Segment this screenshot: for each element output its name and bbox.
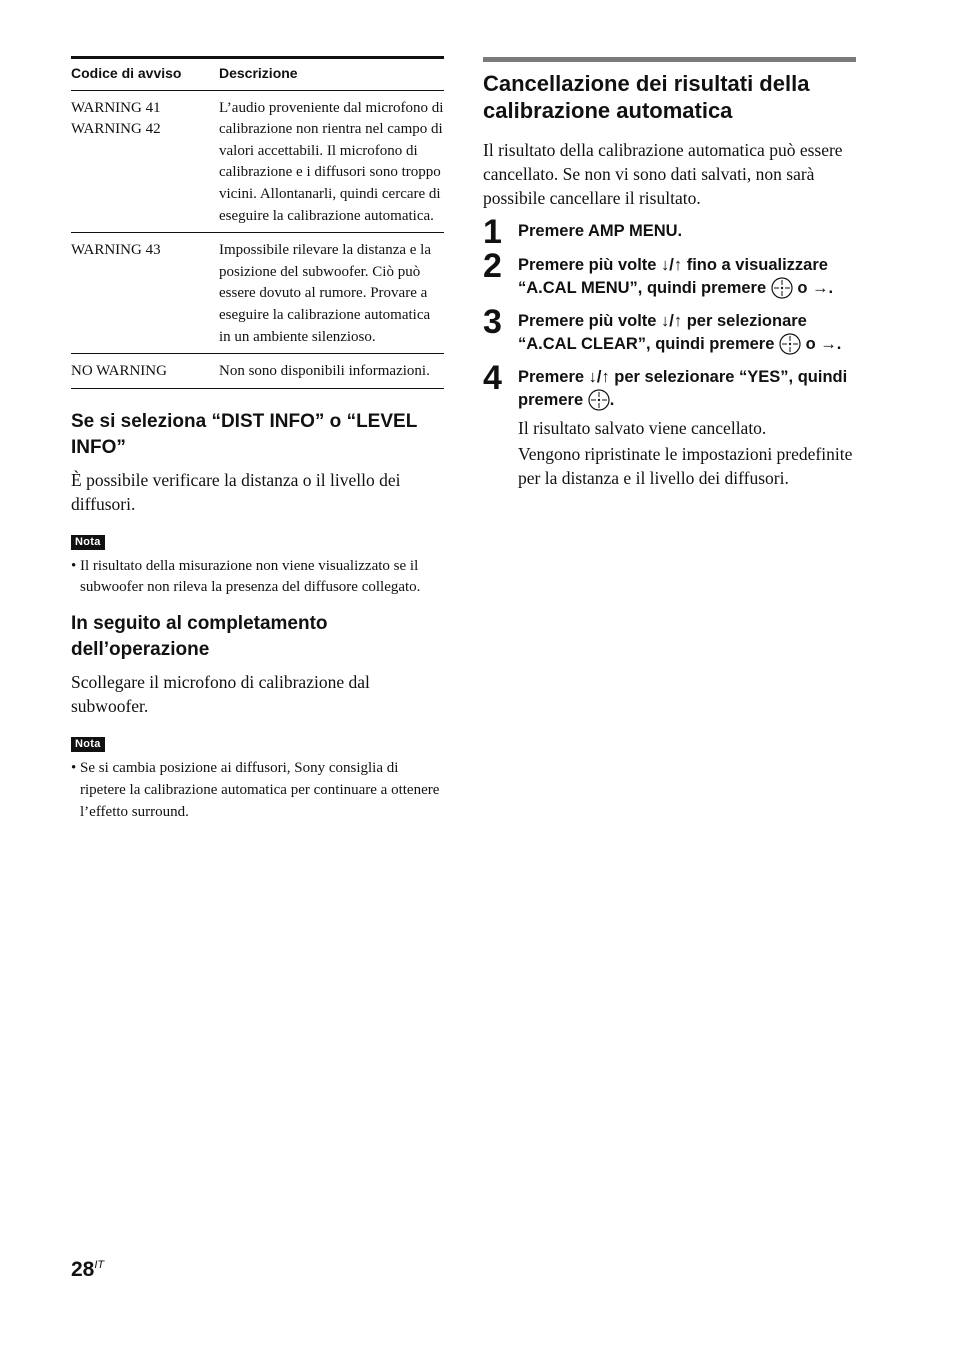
table-row: [71, 354, 444, 389]
table-cell-description: L’audio proveniente dal microfono di calibrazione non rientra nel campo di valori accettabili. Il microfono di calibrazione e i diffusori sono troppo vicini. Allontanarli, quindi cercare di eseguire la calibrazione automatica.: [219, 90, 444, 233]
section-intro: Il risultato della calibrazione automatica può essere cancellato. Se non vi sono dati salvati, non sarà possibile cancellare il risultato.: [483, 140, 843, 208]
table-header-description: Descrizione: [219, 58, 444, 91]
after-operation-body: Scollegare il microfono di calibrazione dal subwoofer.: [71, 672, 370, 717]
step-result-1: Il risultato salvato viene cancellato.: [518, 418, 767, 438]
table-header-row: [71, 58, 444, 91]
table-header-code: Codice di avviso: [71, 58, 219, 91]
dist-info-heading: Se si seleziona “DIST INFO” o “LEVEL INFO”: [71, 410, 417, 458]
note-text: • Il risultato della misurazione non viene visualizzato se il subwoofer non rileva la presenza del diffusore collegato.: [71, 557, 421, 596]
table-cell-code: NO WARNING: [71, 354, 219, 389]
after-operation-heading: In seguito al completamento dell’operazione: [71, 613, 328, 661]
step-text: Premere più volte ↓/↑ per selezionare “A.CAL CLEAR”, quindi premere: [518, 312, 807, 353]
enter-button-icon: [588, 389, 610, 411]
page-number: [71, 1258, 104, 1282]
step-text-arrow: →.: [820, 335, 842, 353]
section-heading: Cancellazione dei risultati della calibrazione automatica: [483, 71, 810, 123]
step-number: 1: [483, 213, 502, 251]
step-result-2: Vengono ripristinate le impostazioni predefinite per la distanza e il livello dei diffusori.: [518, 444, 853, 488]
step-text-connector: o: [805, 335, 821, 353]
step-text-period: .: [609, 391, 615, 409]
table-cell-code: WARNING 43: [71, 233, 219, 354]
step-2: [483, 247, 856, 300]
note-label: Nota: [71, 737, 105, 752]
note-label: Nota: [71, 535, 105, 550]
step-1: [483, 213, 856, 251]
table-row: [71, 233, 444, 354]
step-number: 2: [483, 247, 502, 285]
warning-table: [71, 56, 444, 389]
step-text: Premere ↓/↑ per selezionare “YES”, quindi premere: [518, 368, 848, 409]
step-text-connector: o: [797, 279, 812, 297]
step-4: [483, 359, 856, 490]
page-number-suffix: IT: [94, 1259, 105, 1271]
dist-info-body: È possibile verificare la distanza o il livello dei diffusori.: [71, 469, 401, 514]
table-cell-code: WARNING 41 WARNING 42: [71, 90, 219, 233]
step-number: 4: [483, 359, 502, 397]
step-text-arrow: →.: [812, 279, 834, 297]
step-text: Premere AMP MENU.: [518, 222, 683, 240]
right-column: [483, 57, 856, 490]
left-column: [71, 56, 444, 823]
enter-button-icon: [771, 277, 793, 299]
section-rule: [483, 57, 856, 62]
table-cell-description: Non sono disponibili informazioni.: [219, 354, 444, 389]
table-row: [71, 90, 444, 233]
enter-button-icon: [779, 333, 801, 355]
step-number: 3: [483, 303, 502, 341]
table-cell-description: Impossibile rilevare la distanza e la posizione del subwoofer. Ciò può essere dovuto al rumore. Provare a eseguire la calibrazione automatica in un ambiente silenzioso.: [219, 233, 444, 354]
step-text: Premere più volte ↓/↑ fino a visualizzare “A.CAL MENU”, quindi premere: [518, 256, 828, 297]
note-text: • Se si cambia posizione ai diffusori, Sony consiglia di ripetere la calibrazione automatica per continuare a ottenere l’effetto surround.: [71, 760, 440, 820]
page-number-value: 28: [71, 1258, 95, 1281]
step-3: [483, 303, 856, 356]
